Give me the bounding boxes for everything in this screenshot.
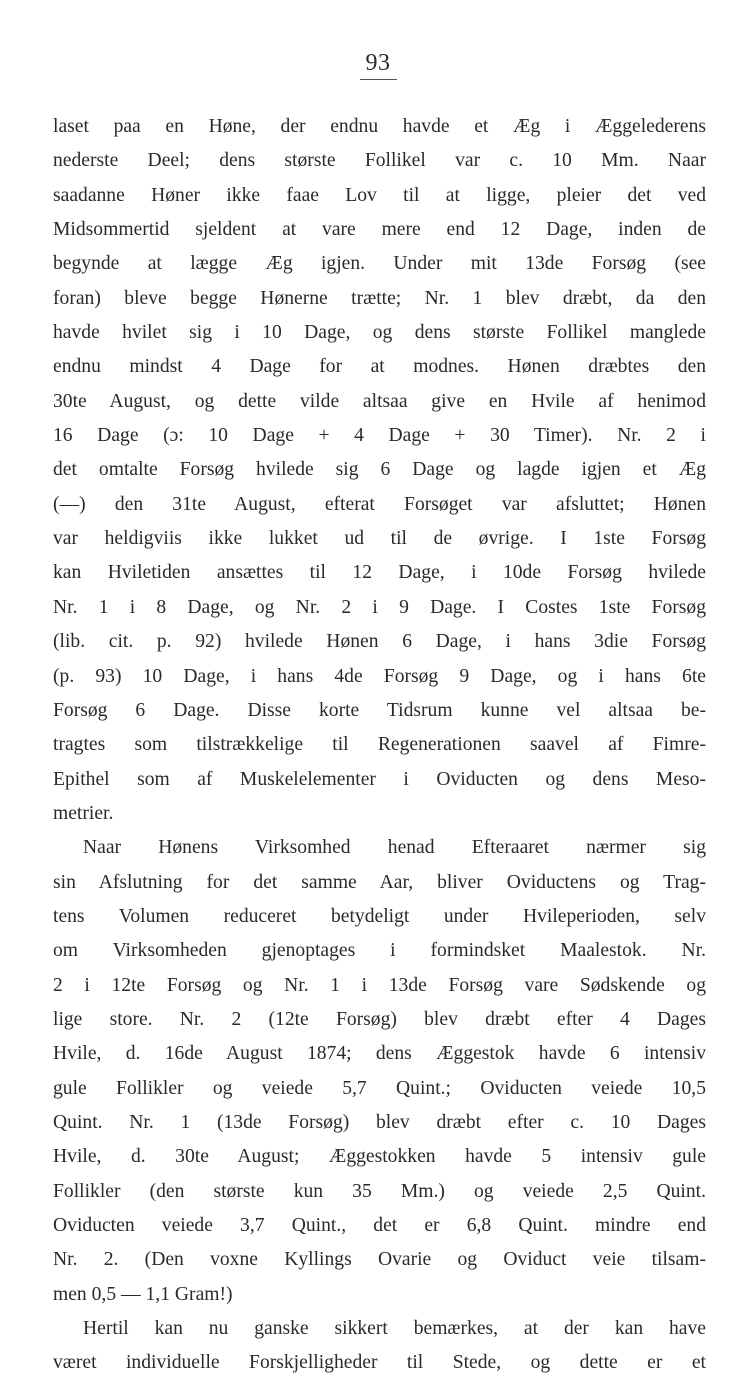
text-line: Follikler (den største kun 35 Mm.) og veiede 2,5 Quint. bbox=[53, 1180, 706, 1202]
text-line: om Virksomheden gjenoptages i formindsket Maalestok. Nr. bbox=[53, 940, 706, 962]
text-line: (—) den 31te August, efterat Forsøget var afsluttet; Hønen bbox=[53, 493, 706, 515]
text-line: tens Volumen reduceret betydeligt under Hvileperioden, selv bbox=[53, 905, 706, 927]
text-line: Nr. 1 i 8 Dage, og Nr. 2 i 9 Dage. I Costes 1ste Forsøg bbox=[53, 596, 706, 618]
page-number bbox=[0, 50, 756, 80]
page-number-text: 93 bbox=[360, 50, 397, 80]
text-line: sin Afslutning for det samme Aar, bliver Oviductens og Trag- bbox=[53, 871, 706, 893]
text-line: Nr. 2. (Den voxne Kyllings Ovarie og Oviduct veie tilsam- bbox=[53, 1249, 706, 1271]
text-line: begynde at lægge Æg igjen. Under mit 13de Forsøg (see bbox=[53, 253, 706, 275]
paragraph-end-line: metrier. bbox=[53, 802, 114, 824]
text-line: havde hvilet sig i 10 Dage, og dens største Follikel manglede bbox=[53, 322, 706, 344]
text-line: Midsommertid sjeldent at vare mere end 12 Dage, inden de bbox=[53, 219, 706, 241]
text-line: tragtes som tilstrækkelige til Regenerationen saavel af Fimre- bbox=[53, 734, 706, 756]
text-line: gule Follikler og veiede 5,7 Quint.; Oviducten veiede 10,5 bbox=[53, 1077, 706, 1099]
text-line: var heldigviis ikke lukket ud til de øvrige. I 1ste Forsøg bbox=[53, 528, 706, 550]
text-line: det omtalte Forsøg hvilede sig 6 Dage og lagde igjen et Æg bbox=[53, 459, 706, 481]
text-line: (p. 93) 10 Dage, i hans 4de Forsøg 9 Dage, og i hans 6te bbox=[53, 665, 706, 687]
text-line: Quint. Nr. 1 (13de Forsøg) blev dræbt efter c. 10 Dages bbox=[53, 1111, 706, 1133]
text-line: 30te August, og dette vilde altsaa give en Hvile af henimod bbox=[53, 390, 706, 412]
text-line: 2 i 12te Forsøg og Nr. 1 i 13de Forsøg vare Sødskende og bbox=[53, 974, 706, 996]
text-line: været individuelle Forskjelligheder til Stede, og dette er et bbox=[53, 1352, 706, 1374]
text-line: Forsøg 6 Dage. Disse korte Tidsrum kunne vel altsaa be- bbox=[53, 699, 706, 721]
text-line: laset paa en Høne, der endnu havde et Æg i Æggelederens bbox=[53, 116, 706, 137]
text-line: lige store. Nr. 2 (12te Forsøg) blev dræbt efter 4 Dages bbox=[53, 1008, 706, 1030]
text-line: nederste Deel; dens største Follikel var c. 10 Mm. Naar bbox=[53, 150, 706, 172]
text-line: Hvile, d. 16de August 1874; dens Æggestok havde 6 intensiv bbox=[53, 1043, 706, 1065]
text-line: endnu mindst 4 Dage for at modnes. Hønen dræbtes den bbox=[53, 356, 706, 378]
text-line: (lib. cit. p. 92) hvilede Hønen 6 Dage, i hans 3die Forsøg bbox=[53, 631, 706, 653]
text-line: foran) bleve begge Hønerne trætte; Nr. 1 blev dræbt, da den bbox=[53, 287, 706, 309]
text-line: Oviducten veiede 3,7 Quint., det er 6,8 Quint. mindre end bbox=[53, 1215, 706, 1236]
paragraph-end-line: men 0,5 — 1,1 Gram!) bbox=[53, 1283, 233, 1305]
paragraph-start-line: Naar Hønens Virksomhed henad Efteraaret nærmer sig bbox=[83, 837, 706, 859]
text-line: Epithel som af Muskelelementer i Oviducten og dens Meso- bbox=[53, 768, 706, 790]
text-line: kan Hviletiden ansættes til 12 Dage, i 10de Forsøg hvilede bbox=[53, 562, 706, 584]
text-line: saadanne Høner ikke faae Lov til at ligge, pleier det ved bbox=[53, 184, 706, 206]
text-line: 16 Dage (ɔ: 10 Dage + 4 Dage + 30 Timer). Nr. 2 i bbox=[53, 425, 706, 447]
body-text bbox=[53, 110, 706, 1381]
text-line: Hvile, d. 30te August; Æggestokken havde 5 intensiv gule bbox=[53, 1146, 706, 1168]
paragraph-start-line: Hertil kan nu ganske sikkert bemærkes, at der kan have bbox=[83, 1318, 706, 1340]
